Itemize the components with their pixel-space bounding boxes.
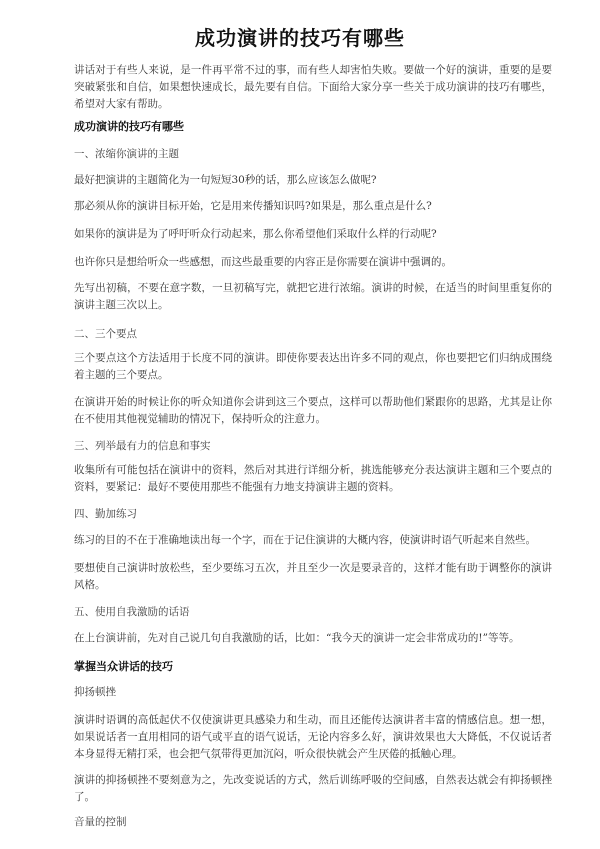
paragraph: 要想使自己演讲时放松些，至少要练习五次，并且至少一次是要录音的，这样才能有助于调整你的演讲风格。 xyxy=(74,562,552,591)
paragraph: 练习的目的不在于准确地读出每一个字，而在于记住演讲的大概内容，使演讲时语气听起来自然些。 xyxy=(74,534,536,546)
subsection-heading: 音量的控制 xyxy=(74,816,127,828)
intro-paragraph: 讲话对于有些人来说，是一件再平常不过的事，而有些人却害怕失败。要做一个好的演讲，重要的是要突破紧张和自信，如果想快速成长，最先要有自信。下面给大家分享一些关于成功演讲的技巧有哪些，希望对大家有帮助。 xyxy=(74,64,552,110)
subsection-heading: 一、浓缩你演讲的主题 xyxy=(74,148,179,160)
section-heading: 成功演讲的技巧有哪些 xyxy=(74,120,184,133)
paragraph: 在演讲开始的时候让你的听众知道你会讲到这三个要点，这样可以帮助他们紧跟你的思路，尤其是让你在不使用其他视觉辅助的情况下，保持听众的注意力。 xyxy=(74,396,552,425)
paragraph: 最好把演讲的主题简化为一句短短30秒的话，那么应该怎么做呢? xyxy=(74,174,377,186)
paragraph: 也许你只是想给听众一些感想，而这些最重要的内容正是你需要在演讲中强调的。 xyxy=(74,256,452,268)
subsection-heading: 四、勤加练习 xyxy=(74,508,137,520)
subsection-heading: 五、使用自我激励的话语 xyxy=(74,606,190,618)
paragraph: 演讲时语调的高低起伏不仅使演讲更具感染力和生动，而且还能传达演讲者丰富的情感信息。想一想，如果说话者一直用相同的语气或平直的语气说话，无论内容多么好，演讲效果也大大降低，不仅说话者本身显得无精打采，也会把气氛带得更加沉闷，听众很快就会产生厌倦的抵触心理。 xyxy=(74,714,552,760)
paragraph: 那必须从你的演讲目标开始，它是用来传播知识吗?如果是，那么重点是什么? xyxy=(74,200,432,212)
paragraph: 在上台演讲前，先对自己说几句自我激励的话，比如：“我今天的演讲一定会非常成功的!”等等。 xyxy=(74,632,520,644)
section-heading: 掌握当众讲话的技巧 xyxy=(74,660,173,673)
subsection-heading: 三、列举最有力的信息和事实 xyxy=(74,440,211,452)
paragraph: 先写出初稿，不要在意字数，一旦初稿写完，就把它进行浓缩。演讲的时候，在适当的时间里重复你的演讲主题三次以上。 xyxy=(74,282,552,311)
paragraph: 如果你的演讲是为了呼吁听众行动起来，那么你希望他们采取什么样的行动呢? xyxy=(74,228,437,240)
subsection-heading: 抑扬顿挫 xyxy=(74,686,116,698)
paragraph: 三个要点这个方法适用于长度不同的演讲。即使你要表达出许多不同的观点，你也要把它们归纳成围绕着主题的三个要点。 xyxy=(74,352,552,381)
document-title: 成功演讲的技巧有哪些 xyxy=(195,26,405,50)
paragraph: 收集所有可能包括在演讲中的资料，然后对其进行详细分析，挑选能够充分表达演讲主题和三个要点的资料，要紧记：最好不要使用那些不能强有力地支持演讲主题的资料。 xyxy=(74,464,552,493)
subsection-heading: 二、三个要点 xyxy=(74,328,137,340)
paragraph: 演讲的抑扬顿挫不要刻意为之，先改变说话的方式，然后训练呼吸的空间感，自然表达就会有抑扬顿挫了。 xyxy=(74,774,552,803)
